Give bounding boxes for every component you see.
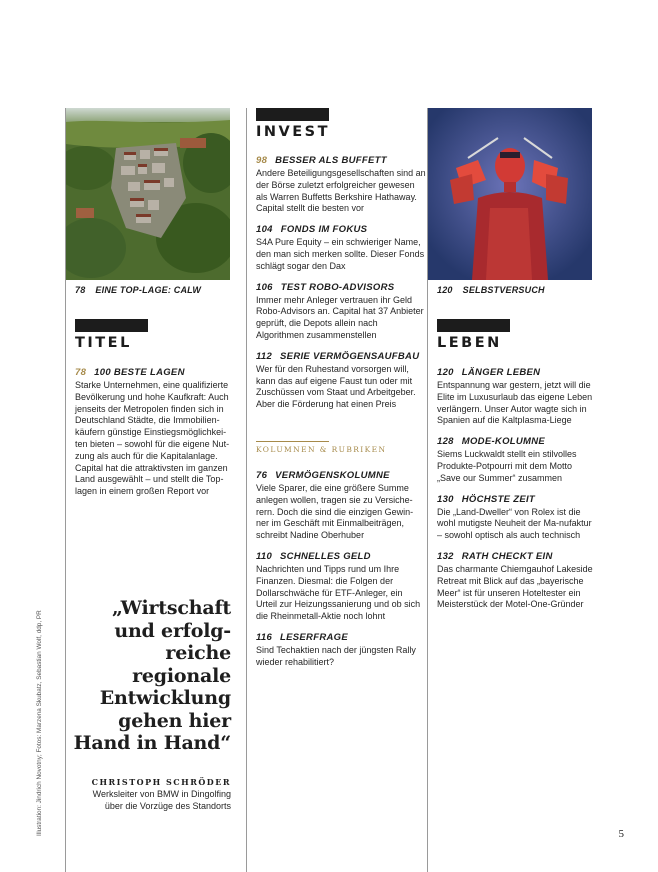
selbstversuch-illustration — [428, 108, 592, 280]
caption-page-number: 120 — [437, 285, 453, 295]
toc-entry-title: 100 BESTE LAGEN — [94, 367, 185, 378]
caption-selbstversuch — [437, 285, 545, 295]
rubriken-heading: KOLUMNEN & RUBRIKEN — [256, 445, 387, 454]
toc-entry-page: 132 — [437, 550, 454, 562]
caption-label: EINE TOP-LAGE: CALW — [95, 285, 202, 295]
pull-quote-line: „Wirtschaft — [112, 597, 231, 619]
toc-entry[interactable] — [256, 224, 426, 272]
toc-entry-title: LÄNGER LEBEN — [461, 367, 541, 378]
toc-entry-teaser: Wer für den Ruhestand vorsorgen will, kann das auf eigene Faust tun oder mit Zuschüssen vom Staat und Arbeitgeber. Aber die Förderung hat einen Preis — [256, 363, 416, 410]
section-bar-invest — [256, 108, 329, 121]
section-bar-titel — [75, 319, 148, 332]
toc-entry[interactable] — [437, 367, 597, 427]
toc-entry[interactable] — [256, 551, 426, 623]
toc-entry-title: TEST ROBO-ADVISORS — [280, 281, 395, 293]
toc-entry-heading — [437, 367, 597, 379]
toc-entry-teaser: Nachrichten und Tipps rund um Ihre Finanzen. Diesmal: die Folgen der Dollarschwäche für ETF-Anleger, ein Urteil zur Heizungssanierung und ob sich die Rheinmetall-Aktie noch lohnt — [256, 563, 421, 622]
toc-entry-heading — [256, 551, 426, 563]
toc-entry-heading — [75, 367, 231, 379]
toc-entry-title: VERMÖGENSKOLUMNE — [275, 470, 390, 481]
toc-entry-teaser: Die „Land-Dweller“ von Rolex ist die wohl mutigste Neuheit der Ma-nufaktur – sowohl optisch als auch technisch — [437, 506, 592, 541]
quote-author: CHRISTOPH SCHRÖDER — [91, 777, 231, 787]
pull-quote-line: regionale — [132, 664, 231, 687]
toc-entry-title: BESSER ALS BUFFETT — [275, 155, 387, 166]
section-heading-titel: TITEL — [75, 335, 132, 351]
toc-entry[interactable] — [256, 282, 426, 342]
toc-entry-heading — [256, 155, 426, 167]
toc-entry-teaser: Immer mehr Anleger vertrauen ihr Geld Robo-Advisors an. Capital hat 37 Anbieter geprüft, die Depots allein nach Algorithmen zusammenstellen — [256, 294, 424, 340]
toc-entry-teaser: S4A Pure Equity – ein schwieriger Name, den man sich merken sollte. Dieser Fonds schlägt sogar den Dax — [256, 237, 425, 271]
toc-entry-heading — [256, 351, 426, 363]
pull-quote-line: reiche — [165, 642, 231, 664]
toc-entry-teaser: Viele Sparer, die eine größere Summe anlegen wollen, tragen sie zu Versiche-rern. Doch die sind die einzigen Gewin-ner im Geschäft mit Einmalbeiträgen, schreibt Nadine Oberhuber — [256, 483, 414, 541]
pull-quote-line: Hand in Hand“ — [73, 732, 231, 754]
photo-credit: Illustration: Jindrich Novotny; Fotos: Marzena Skubatz, Sebastian Wolf, ddp, PR — [36, 610, 43, 836]
pull-quote-line: gehen hier — [118, 709, 231, 732]
rubriken-rule — [256, 441, 329, 442]
toc-entry-teaser: Entspannung war gestern, jetzt will die Elite im Luxusurlaub das eigene Leben verlängern. Unser Autor wagte sich in Spanien auf die Kaltplasma-Liege — [437, 380, 593, 426]
toc-entry[interactable] — [437, 436, 597, 484]
leben-entries — [437, 367, 597, 620]
invest-entries — [256, 155, 426, 420]
toc-entry-page: 128 — [437, 436, 454, 448]
toc-entry-title: SERIE VERMÖGENSAUFBAU — [280, 350, 420, 362]
toc-entry-title: FONDS IM FOKUS — [280, 224, 368, 236]
toc-entry[interactable] — [256, 470, 426, 542]
calw-aerial-illustration — [66, 108, 230, 280]
calw-aerial-photo[interactable] — [66, 108, 230, 280]
toc-entry-heading — [256, 632, 426, 644]
pull-quote-line: und erfolg- — [114, 619, 231, 642]
toc-entry-title: MODE-KOLUMNE — [461, 436, 546, 448]
toc-entry-page: 106 — [256, 281, 273, 293]
caption-calw — [75, 285, 201, 295]
toc-entry-heading — [256, 470, 426, 482]
toc-entry-page: 130 — [437, 493, 454, 505]
toc-entry-page: 110 — [256, 550, 273, 562]
toc-entry-page: 112 — [256, 350, 273, 362]
toc-entry-page: 76 — [256, 470, 268, 481]
toc-entry-heading — [437, 436, 597, 448]
titel-entries — [75, 367, 231, 507]
toc-entry-page: 116 — [256, 631, 273, 643]
toc-entry-teaser: Sind Techaktien nach der jüngsten Rally wieder rehabilitiert? — [256, 644, 416, 667]
column-rule-2 — [246, 108, 247, 872]
section-heading-leben: LEBEN — [437, 335, 502, 351]
toc-entry[interactable] — [256, 155, 426, 215]
toc-entry[interactable] — [437, 551, 597, 611]
toc-entry-page: 78 — [75, 367, 87, 378]
toc-entry[interactable] — [437, 494, 597, 542]
pull-quote-line: Entwicklung — [99, 687, 231, 709]
quote-author-role-line: über die Vorzüge des Standorts — [104, 800, 231, 811]
toc-entry-page: 98 — [256, 155, 268, 166]
toc-entry-heading — [256, 224, 426, 236]
toc-entry-teaser: Starke Unternehmen, eine qualifizierte Bevölkerung und hohe Kaufkraft: Auch jenseits der Metropolen finden sich in Deutschland Städte, die Immobilien-käufern günstige Einstiegsmöglichkei-ten bieten – sowohl für die eigene Nut-zung als auch für die Kapitalanlage. Capital hat die attraktivsten im ganzen Land ausgewählt – und stellt die Top-lagen in einem großen Report vor — [75, 380, 230, 497]
selbstversuch-photo[interactable] — [428, 108, 592, 280]
toc-entry[interactable] — [256, 632, 426, 669]
toc-entry-page: 120 — [437, 367, 454, 378]
toc-entry-teaser: Das charmante Chiemgauhof Lakeside Retreat mit Blick auf das „bayerische Meer“ ist für unseren Hoteltester ein Meisterstück der Motel-One-Gründer — [437, 563, 593, 610]
pull-quote — [68, 597, 231, 755]
toc-entry-heading — [256, 282, 426, 294]
toc-entry-title: HÖCHSTE ZEIT — [461, 493, 536, 505]
section-heading-invest: INVEST — [256, 124, 330, 140]
quote-author-role-line: Werksleiter von BMW in Dingolfing — [92, 789, 231, 799]
quote-author-role — [61, 789, 231, 813]
toc-entry[interactable] — [256, 351, 426, 411]
toc-entry-teaser: Siems Luckwaldt stellt ein stilvolles Produkte-Potpourri mit dem Motto „Save our Summer“ zusammen — [437, 449, 577, 483]
page-number: 5 — [618, 828, 624, 840]
rubriken-entries — [256, 470, 426, 678]
toc-entry-title: LESERFRAGE — [280, 631, 348, 643]
toc-entry-heading — [437, 494, 597, 506]
toc-entry[interactable] — [75, 367, 231, 498]
toc-entry-teaser: Andere Beteiligungsgesellschaften sind an der Börse zuletzt erfolgreicher gewesen als Warren Buffetts Berkshire Hathaway. Capital stellt die besten vor — [256, 168, 426, 214]
toc-entry-title: RATH CHECKT EIN — [461, 550, 553, 562]
section-bar-leben — [437, 319, 510, 332]
toc-entry-heading — [437, 551, 597, 563]
toc-entry-page: 104 — [256, 224, 273, 236]
caption-page-number: 78 — [75, 285, 86, 295]
caption-label: SELBSTVERSUCH — [462, 285, 545, 295]
toc-entry-title: SCHNELLES GELD — [280, 550, 371, 562]
